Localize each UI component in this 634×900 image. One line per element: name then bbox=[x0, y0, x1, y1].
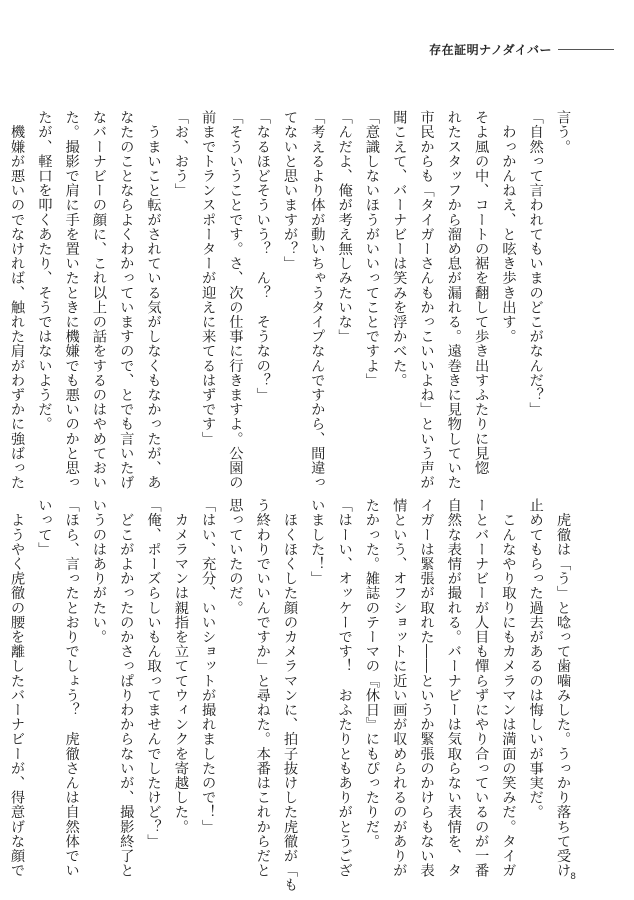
text-line: 「自然って言われてもいまのどこがなんだ？」 bbox=[527, 110, 544, 417]
text-line: 「お、おう」 bbox=[172, 110, 189, 198]
text-line: 言う。 bbox=[555, 110, 571, 154]
text-line: 情という、オフショットに近い画が収められるのがありが bbox=[391, 498, 408, 878]
text-line: どこがよかったのかさっぱりわからないが、撮影終了と bbox=[118, 498, 135, 878]
text-line: イガーは緊張が取れた――というか緊張のかけらもない表 bbox=[418, 498, 435, 878]
text-line: たが、軽口を叩くあたり、そうではないようだ。 bbox=[36, 110, 53, 432]
text-line: う終わりでいいんですか」と尋ねた。本番はこれからだと bbox=[254, 498, 271, 878]
header-rule bbox=[558, 49, 614, 50]
text-line: 「そういうことです。さ、次の仕事に行きますよ。公園の bbox=[227, 110, 244, 490]
text-line: 「ほら、言ったとおりでしょう？ 虎徹さんは自然体でい bbox=[63, 498, 80, 878]
text-line: 止めてもらった過去があるのは悔しいが事実だ。 bbox=[527, 498, 544, 820]
text-line: いうのはありがたい。 bbox=[90, 498, 107, 644]
text-line: ほくほくした顔のカメラマンに、拍子抜けした虎徹が「も bbox=[282, 498, 299, 893]
text-line: 虎徹は「う」と唸って歯噛みした。うっかり落ちて受け bbox=[555, 498, 571, 878]
text-line: そよ風の中、コートの裾を翻して歩き出すふたりに見惚 bbox=[473, 110, 490, 475]
text-line: こんなやり取りにもカメラマンは満面の笑みだ。タイガ bbox=[500, 498, 517, 878]
text-line: 機嫌が悪いのでなければ、触れた肩がわずかに強ばった bbox=[9, 110, 26, 490]
text-line: 思っていたのだ。 bbox=[227, 498, 244, 615]
text-line: 「はーい、オッケーです！ おふたりともありがとうござ bbox=[336, 498, 353, 878]
text-line: 市民からも「タイガーさんもかっこいいよね」という声が bbox=[418, 110, 435, 490]
text-line: たかった。雑誌のテーマの『休日』にもぴったりだ。 bbox=[363, 498, 380, 849]
text-line: ようやく虎徹の腰を離したバーナビーが、得意げな顔で bbox=[9, 498, 26, 878]
text-line: うまいこと転がされている気がしなくもなかったが、あ bbox=[145, 110, 162, 490]
text-line: なたのことならよくわかっていますので、とでも言いたげ bbox=[118, 110, 135, 490]
header-title: 存在証明ナノダイバー bbox=[429, 42, 552, 57]
text-line: れたスタッフから溜め息が漏れる。遠巻きに見物していた bbox=[445, 110, 462, 490]
text-block-upper bbox=[9, 110, 576, 490]
running-header bbox=[429, 40, 614, 58]
page-number: 8 bbox=[570, 872, 576, 882]
text-line: ーとバーナビーが人目も憚らずにやり合っているのが一番 bbox=[473, 498, 490, 878]
text-line: なバーナビーの顔に、これ以上の話をするのはやめておい bbox=[90, 110, 107, 490]
text-line: 「なるほどそういう？ ん？ そうなの？」 bbox=[254, 110, 271, 402]
text-line: 「意識しないほうがいいってことですよ」 bbox=[363, 110, 380, 388]
text-line: 「考えるより体が動いちゃうタイプなんですから、間違っ bbox=[309, 110, 326, 490]
text-line: 「んだよ、俺が考え無しみたいな」 bbox=[336, 110, 353, 344]
text-line: いました！」 bbox=[309, 498, 326, 586]
text-line: わっかんねえ、と呟き歩き出す。 bbox=[500, 110, 517, 344]
text-line: てないと思いますが？」 bbox=[282, 110, 299, 271]
text-line: 「はい、充分、いいショットが撮れましたので！」 bbox=[200, 498, 217, 834]
text-line: カメラマンは親指を立ててウィンクを寄越した。 bbox=[172, 498, 189, 834]
text-line: 自然な表情が撮れる。バーナビーは気取らない表情を、タ bbox=[445, 498, 462, 878]
text-line: 「俺、ポーズらしいもん取ってませんでしたけど？」 bbox=[145, 498, 162, 849]
text-block-lower bbox=[9, 498, 576, 893]
text-line: 聞こえて、バーナビーは笑みを浮かべた。 bbox=[391, 110, 408, 388]
text-line: いって」 bbox=[36, 498, 53, 557]
text-line: た。撮影で肩に手を置いたときに機嫌でも悪いのかと思っ bbox=[63, 110, 80, 490]
text-line: 前までトランスポーターが迎えに来てるはずです」 bbox=[200, 110, 217, 446]
